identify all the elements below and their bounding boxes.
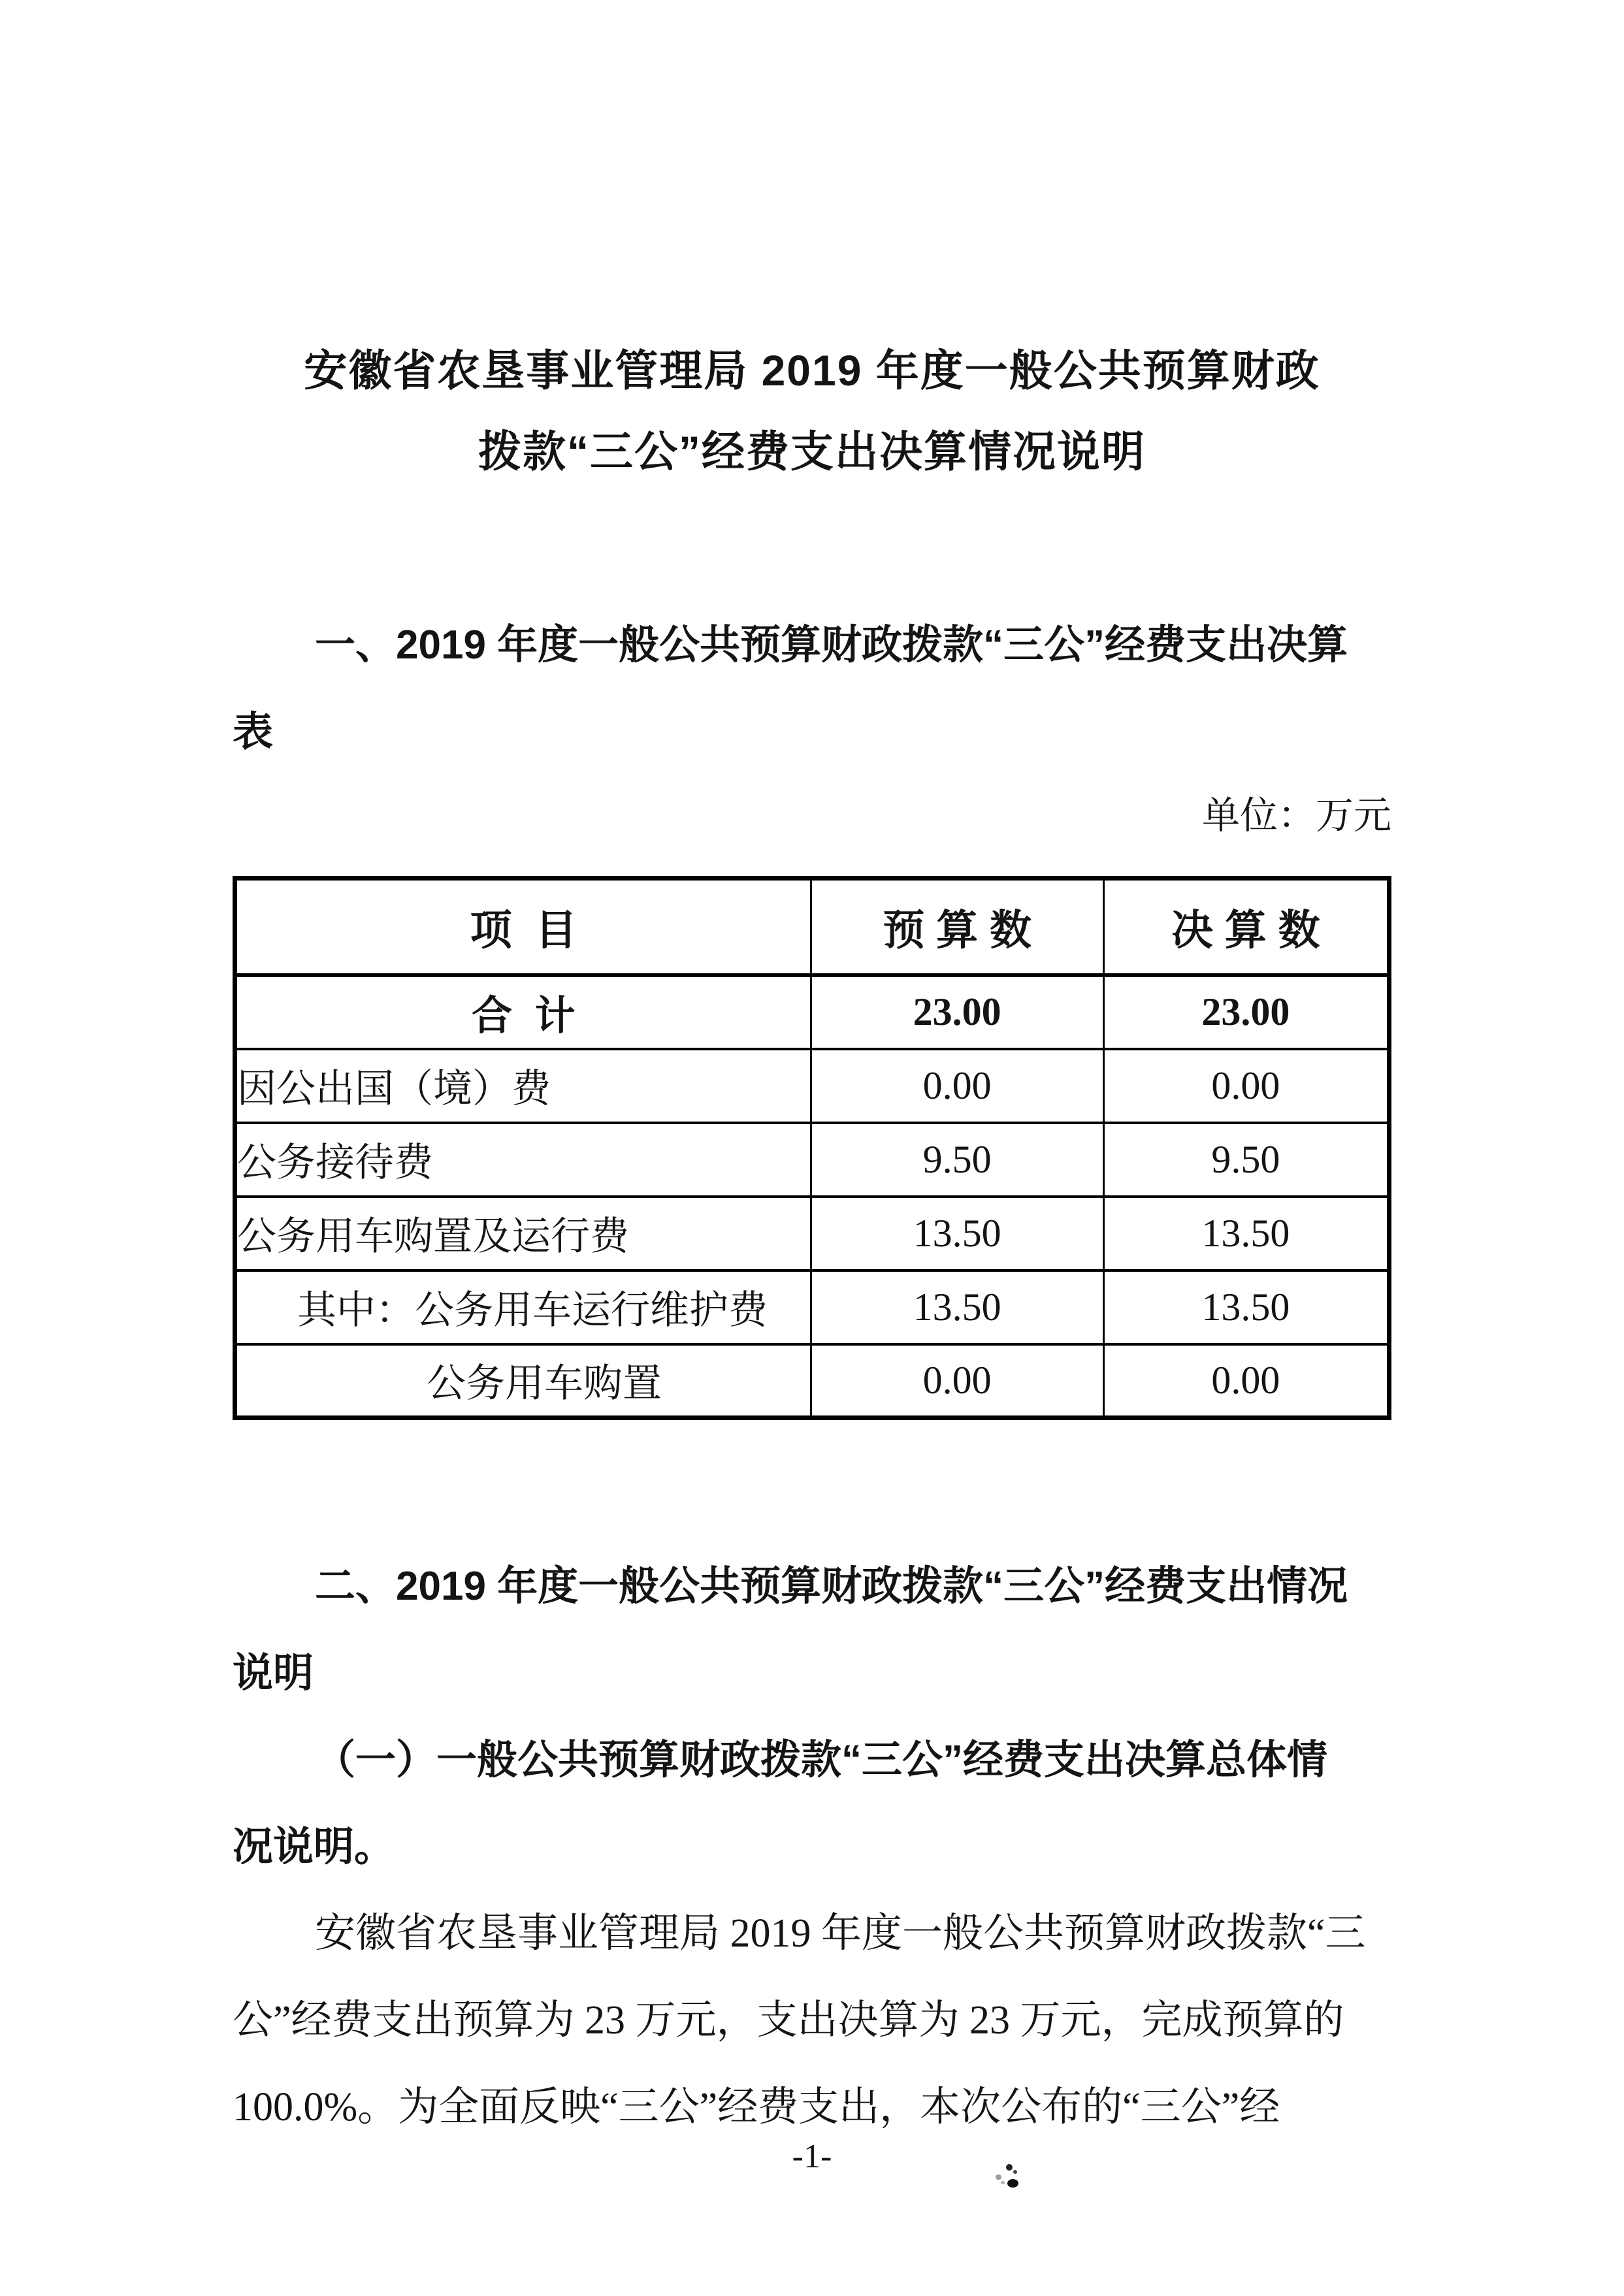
table-row-total	[235, 975, 1389, 1049]
ink-speck	[1013, 2170, 1017, 2174]
budget-value: 13.50	[811, 1270, 1103, 1344]
unit-note: 单位：万元	[1201, 794, 1391, 837]
col-header-final: 决 算 数	[1103, 879, 1389, 975]
body-line-3: 100.0%。为全面反映“三公”经费支出，本次公布的“三公”经	[233, 2085, 1280, 2129]
budget-value: 9.50	[811, 1123, 1103, 1197]
sub1-line-2: 况说明。	[233, 1824, 395, 1869]
section1-heading	[233, 602, 1391, 775]
sub1-line-1: （一）一般公共预算财政拨款“三公”经费支出决算总体情	[315, 1738, 1328, 1783]
table-row-vehicle-total	[235, 1197, 1389, 1270]
budget-value: 23.00	[811, 975, 1103, 1049]
final-value: 23.00	[1103, 975, 1389, 1049]
col-header-item: 项 目	[235, 879, 811, 975]
final-value: 9.50	[1103, 1123, 1389, 1197]
body-line-2: 公”经费支出预算为 23 万元，支出决算为 23 万元，完成预算的	[233, 1998, 1344, 2043]
section2-body-paragraph	[233, 1890, 1391, 2151]
col-header-budget: 预 算 数	[811, 879, 1103, 975]
document-title	[233, 330, 1391, 492]
section2-sub1-heading	[233, 1717, 1391, 1890]
final-value: 0.00	[1103, 1049, 1389, 1123]
body-line-1: 安徽省农垦事业管理局 2019 年度一般公共预算财政拨款“三	[315, 1911, 1366, 1956]
row-label: 其中：公务用车运行维护费	[235, 1270, 811, 1344]
table-row-vehicle-maintenance	[235, 1270, 1389, 1344]
row-label: 公务接待费	[235, 1123, 811, 1197]
section1-heading-line-2: 表	[233, 709, 274, 754]
section2-heading-line-1: 二、2019 年度一般公共预算财政拨款“三公”经费支出情况	[315, 1564, 1348, 1609]
budget-value: 0.00	[811, 1344, 1103, 1418]
table-row-vehicle-purchase	[235, 1344, 1389, 1418]
title-line-2: 拨款“三公”经费支出决算情况说明	[478, 427, 1146, 476]
final-value: 0.00	[1103, 1344, 1389, 1418]
table-row-reception	[235, 1123, 1389, 1197]
page-number: -1-	[792, 2138, 832, 2175]
title-line-1: 安徽省农垦事业管理局 2019 年度一般公共预算财政	[304, 346, 1320, 395]
ink-speck	[1001, 2181, 1005, 2184]
section2-heading	[233, 1543, 1391, 1717]
section2-heading-line-2: 说明	[233, 1651, 314, 1696]
budget-value: 0.00	[811, 1049, 1103, 1123]
final-value: 13.50	[1103, 1270, 1389, 1344]
budget-value: 13.50	[811, 1197, 1103, 1270]
final-value: 13.50	[1103, 1197, 1389, 1270]
ink-speck	[1006, 2164, 1013, 2171]
row-label: 合 计	[235, 975, 811, 1049]
ink-speck	[996, 2175, 1001, 2180]
ink-speck	[1007, 2179, 1018, 2188]
row-label: 公务用车购置	[235, 1344, 811, 1418]
sangong-expense-table	[233, 876, 1391, 1420]
table-header-row	[235, 879, 1389, 975]
table-row-abroad	[235, 1049, 1389, 1123]
row-label: 公务用车购置及运行费	[235, 1197, 811, 1270]
section1-heading-line-1: 一、2019 年度一般公共预算财政拨款“三公”经费支出决算	[315, 623, 1348, 668]
row-label: 因公出国（境）费	[235, 1049, 811, 1123]
